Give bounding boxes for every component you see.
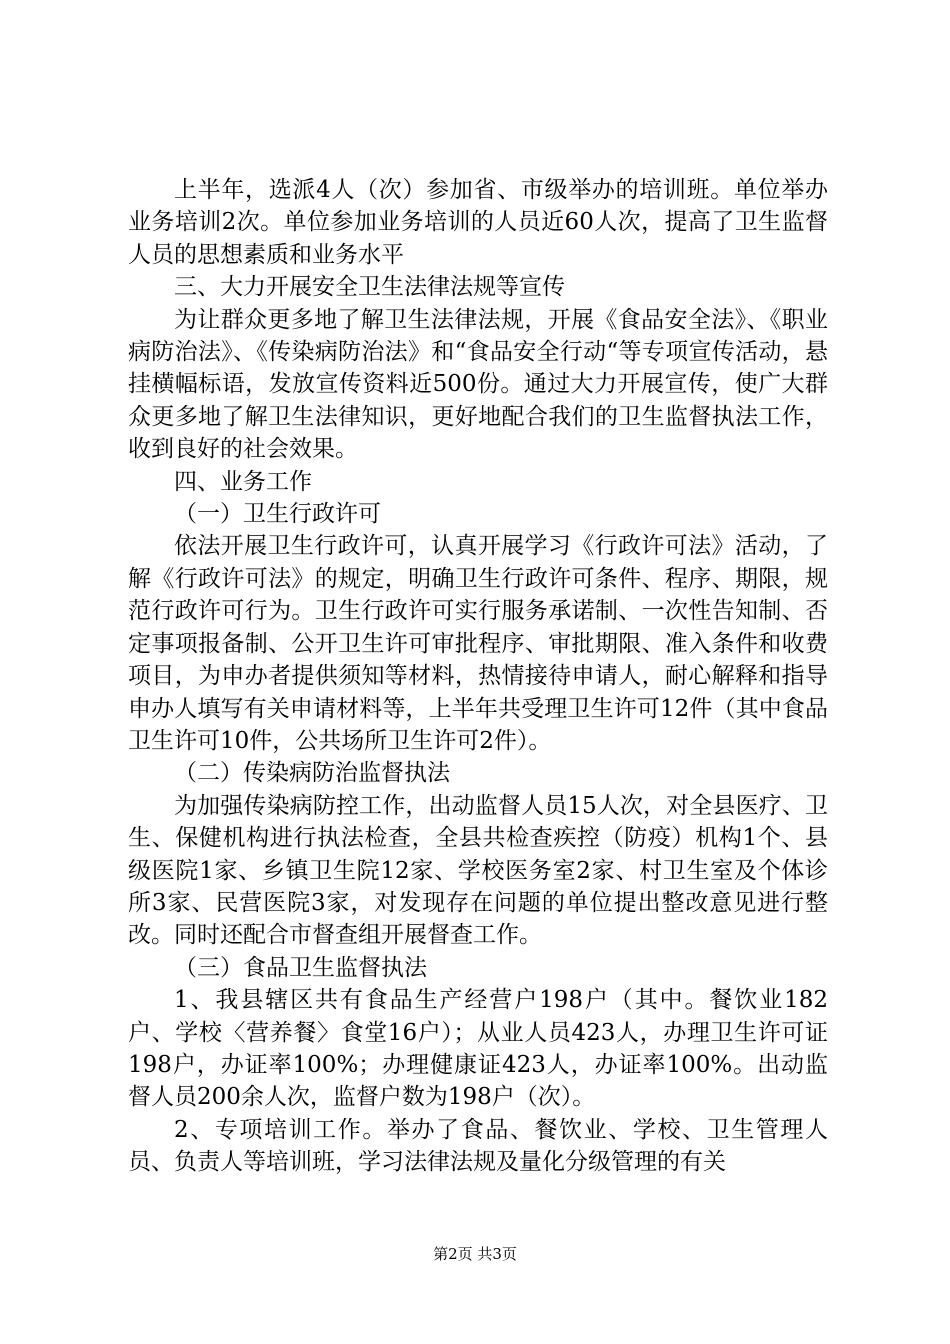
section-heading-business-work: 四、业务工作 — [174, 468, 312, 495]
paragraph-infectious-disease: 为加强传染病防控工作，出动监督人员15人次，对全县医疗、卫生、保健机构进行执法检查，全县共检查疾控（防疫）机构1个、县级医院1家、乡镇卫生院12家、学校医务室2家、村卫生室及个体诊所3家、民营医院3家，对发现存在问题的单位提出整改意见进行整改。同时还配合市督查组开展督查工作。 — [128, 792, 828, 949]
paragraph-special-training: 2、专项培训工作。举办了食品、餐饮业、学校、卫生管理人员、负责人等培训班，学习法律法规及量化分级管理的有关 — [128, 1116, 828, 1176]
subheading-administrative-license: （一）卫生行政许可 — [174, 501, 381, 528]
paragraph-training-summary: 上半年，选派4人（次）参加省、市级举办的培训班。单位举办业务培训2次。单位参加业务培训的人员近60人次，提高了卫生监督人员的思想素质和业务水平 — [128, 177, 828, 268]
paragraph-publicity: 为让群众更多地了解卫生法律法规，开展《食品安全法》、《职业病防治法》、《传染病防治法》和“食品安全行动“等专项宣传活动，悬挂横幅标语，发放宣传资料近500份。通过大力开展宣传，使广大群众更多地了解卫生法律知识，更好地配合我们的卫生监督执法工作，收到良好的社会效果。 — [128, 306, 828, 463]
subheading-infectious-disease: （二）传染病防治监督执法 — [174, 760, 450, 787]
section-heading-publicity: 三、大力开展安全卫生法律法规等宣传 — [174, 274, 565, 301]
paragraph-food-hygiene-stats: 1、我县辖区共有食品生产经营户198户（其中。餐饮业182户、学校〈营养餐〉食堂16户）；从业人员423人，办理卫生许可证198户，办证率100%；办理健康证423人，办证率100%。出动监督人员200余人次，监督户数为198户（次）。 — [128, 987, 828, 1111]
subheading-food-hygiene: （三）食品卫生监督执法 — [174, 954, 427, 981]
document-body — [128, 174, 828, 1179]
page-footer: 第2页 共3页 — [433, 1245, 517, 1263]
paragraph-administrative-license: 依法开展卫生行政许可，认真开展学习《行政许可法》活动，了解《行政许可法》的规定，明确卫生行政许可条件、程序、期限，规范行政许可行为。卫生行政许可实行服务承诺制、一次性告知制、否定事项报备制、公开卫生许可审批程序、审批期限、准入条件和收费项目，为申办者提供须知等材料，热情接待申请人，耐心解释和指导申办人填写有关申请材料等，上半年共受理卫生许可12件（其中食品卫生许可10件，公共场所卫生许可2件）。 — [128, 533, 828, 754]
